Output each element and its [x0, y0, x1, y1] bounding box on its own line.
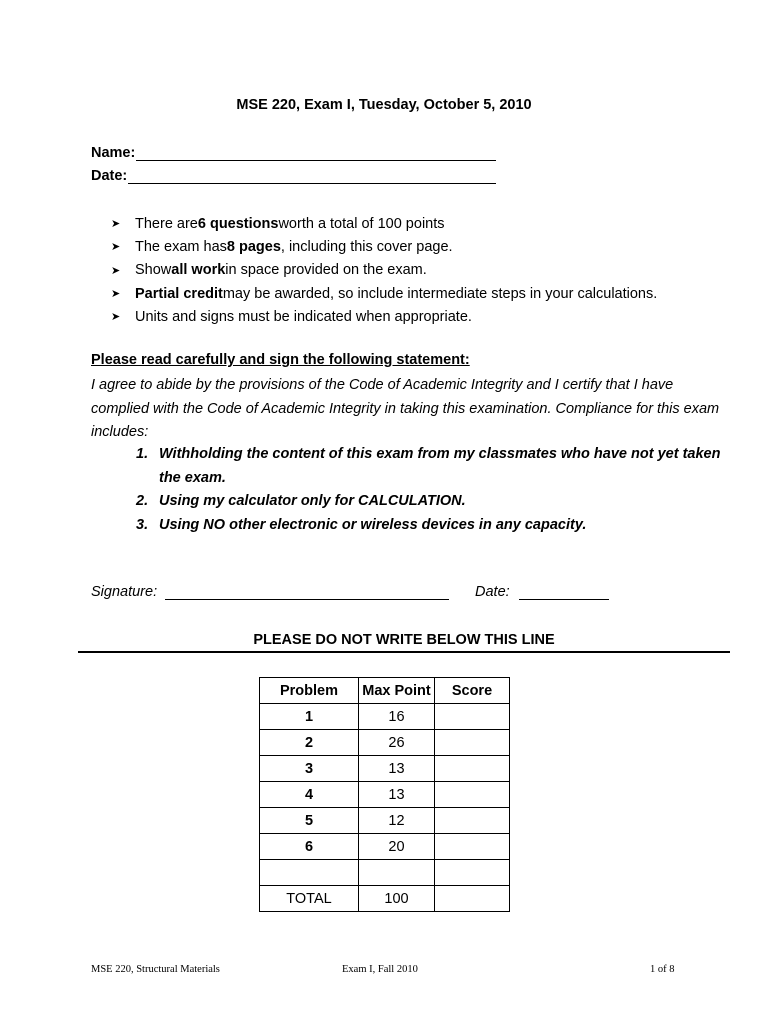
footer-exam: Exam I, Fall 2010 — [342, 964, 418, 975]
statement-heading: Please read carefully and sign the following statement: — [91, 352, 470, 368]
score-cell[interactable] — [435, 756, 510, 782]
name-field — [91, 145, 496, 161]
signature-date-label: Date: — [475, 584, 510, 600]
column-header: Score — [435, 678, 510, 704]
do-not-write-notice: PLEASE DO NOT WRITE BELOW THIS LINE — [253, 632, 555, 648]
max-point-cell: 16 — [359, 704, 435, 730]
arrowhead-bullet-icon: ➤ — [111, 311, 121, 324]
max-point-cell: 20 — [359, 834, 435, 860]
score-table — [259, 677, 510, 912]
instruction-item: ➤ Units and signs must be indicated when appropriate. — [111, 308, 472, 325]
score-cell[interactable] — [435, 834, 510, 860]
max-point-cell — [359, 860, 435, 886]
total-score-cell[interactable] — [435, 886, 510, 912]
name-blank-line[interactable] — [136, 145, 496, 161]
compliance-item: 2. Using my calculator only for CALCULATION. — [136, 493, 466, 509]
date-blank-line[interactable] — [128, 168, 496, 184]
signature-label: Signature: — [91, 584, 158, 600]
instruction-item: ➤ Show all work in space provided on the exam. — [111, 262, 427, 279]
max-point-cell: 12 — [359, 808, 435, 834]
instruction-item: ➤ Partial credit may be awarded, so include intermediate steps in your calculations. — [111, 285, 658, 302]
problem-cell: 3 — [260, 756, 359, 782]
table-row — [260, 860, 510, 886]
table-row — [260, 782, 510, 808]
signature-date-field — [475, 584, 609, 600]
footer-course: MSE 220, Structural Materials — [91, 964, 220, 975]
date-field — [91, 168, 496, 184]
date-label: Date: — [91, 168, 128, 184]
table-row — [260, 730, 510, 756]
problem-cell: 2 — [260, 730, 359, 756]
table-row — [260, 756, 510, 782]
arrowhead-bullet-icon: ➤ — [111, 288, 121, 301]
problem-cell: 4 — [260, 782, 359, 808]
score-cell[interactable] — [435, 704, 510, 730]
column-header: Max Point — [359, 678, 435, 704]
max-point-cell: 26 — [359, 730, 435, 756]
arrowhead-bullet-icon: ➤ — [111, 264, 121, 277]
signature-date-blank-line[interactable] — [519, 585, 609, 600]
table-row — [260, 834, 510, 860]
arrowhead-bullet-icon: ➤ — [111, 218, 121, 231]
table-header-row — [260, 678, 510, 704]
max-point-cell: 13 — [359, 782, 435, 808]
compliance-list — [136, 443, 736, 537]
score-cell[interactable] — [435, 808, 510, 834]
problem-cell: 6 — [260, 834, 359, 860]
table-total-row — [260, 886, 510, 912]
max-point-cell: 13 — [359, 756, 435, 782]
arrowhead-bullet-icon: ➤ — [111, 241, 121, 254]
table-row — [260, 704, 510, 730]
instruction-item: ➤ There are 6 questions worth a total of 100 points — [111, 215, 445, 232]
compliance-item: 1. Withholding the content of this exam from my classmates who have not yet taken the exam. — [136, 446, 721, 486]
table-row — [260, 808, 510, 834]
score-cell[interactable] — [435, 730, 510, 756]
exam-title: MSE 220, Exam I, Tuesday, October 5, 2010 — [236, 97, 532, 113]
signature-blank-line[interactable] — [165, 585, 449, 600]
instruction-list — [111, 212, 657, 328]
score-cell[interactable] — [435, 782, 510, 808]
signature-field — [91, 584, 449, 600]
name-label: Name: — [91, 145, 136, 161]
problem-cell: 1 — [260, 704, 359, 730]
divider-line — [78, 651, 730, 653]
compliance-item: 3. Using NO other electronic or wireless devices in any capacity. — [136, 516, 587, 533]
statement-body: I agree to abide by the provisions of the Code of Academic Integrity and I certify that I have complied with the Code of Academic Integrity in taking this examination. Compliance for this exam includes: — [91, 377, 720, 440]
footer-page-number: 1 of 8 — [650, 964, 675, 975]
column-header: Problem — [260, 678, 359, 704]
instruction-item: ➤ The exam has 8 pages , including this cover page. — [111, 238, 453, 255]
problem-cell — [260, 860, 359, 886]
score-cell[interactable] — [435, 860, 510, 886]
total-max-cell: 100 — [359, 886, 435, 912]
total-label-cell: TOTAL — [260, 886, 359, 912]
problem-cell: 5 — [260, 808, 359, 834]
